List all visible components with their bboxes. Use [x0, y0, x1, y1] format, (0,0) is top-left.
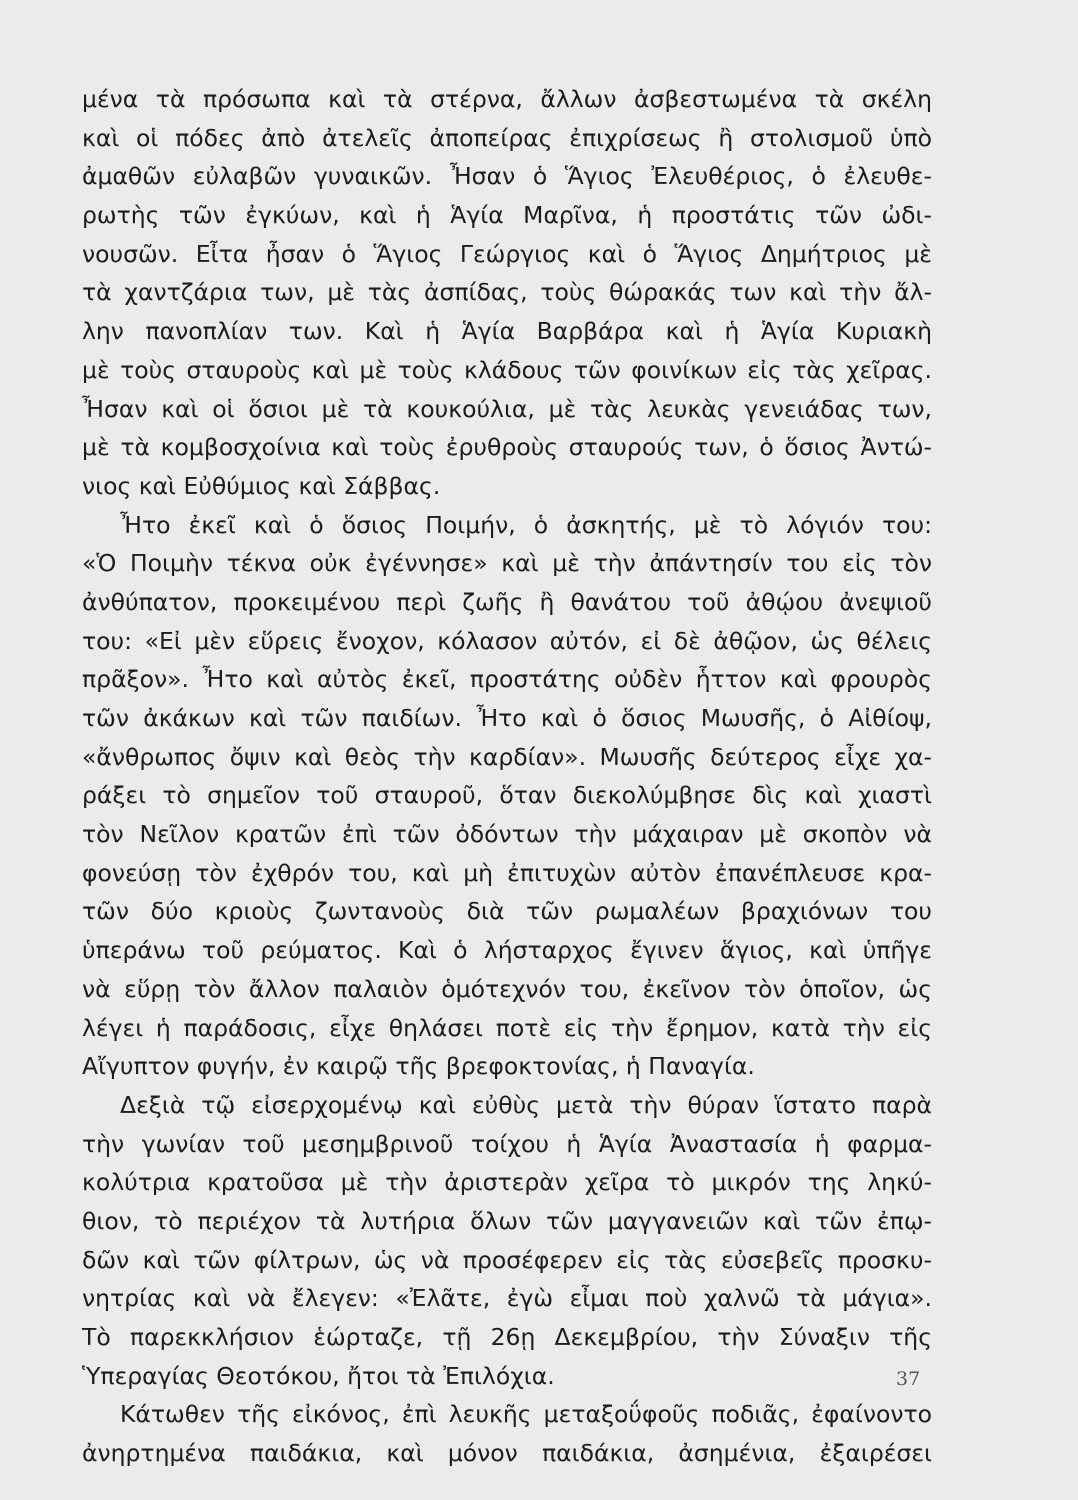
- text-line: ἀνηρτημένα παιδάκια, καὶ μόνον παιδάκια, ἀσημένια, ἐξαιρέσει: [82, 1439, 932, 1468]
- text-line: Κάτωθεν τῆς εἰκόνος, ἐπὶ λευκῆς μεταξοΰφοῦς ποδιᾶς, ἐφαίνοντο: [120, 1400, 932, 1429]
- text-line: λην πανοπλίαν των. Καὶ ἡ Ἁγία Βαρβάρα καὶ ἡ Ἁγία Κυριακὴ: [82, 317, 932, 346]
- text-line: ράξει τὸ σημεῖον τοῦ σταυροῦ, ὅταν διεκολύμβησε δὶς καὶ χιαστὶ: [82, 781, 932, 810]
- text-line: μένα τὰ πρόσωπα καὶ τὰ στέρνα, ἄλλων ἀσβεστωμένα τὰ σκέλη: [82, 85, 932, 113]
- text-line: λέγει ἡ παράδοσις, εἶχε θηλάσει ποτὲ εἰς τὴν ἔρημον, κατὰ τὴν εἰς: [82, 1013, 932, 1042]
- body-text: [82, 80, 932, 1473]
- text-line: νητρίας καὶ νὰ ἔλεγεν: «Ἐλᾶτε, ἐγὼ εἶμαι ποὺ χαλνῶ τὰ μάγια».: [82, 1284, 932, 1313]
- text-line: ὑπεράνω τοῦ ρεύματος. Καὶ ὁ λήσταρχος ἔγινεν ἅγιος, καὶ ὑπῆγε: [82, 936, 932, 965]
- text-line: ρωτὴς τῶν ἐγκύων, καὶ ἡ Ἁγία Μαρῖνα, ἡ προστάτις τῶν ὠδι-: [82, 201, 932, 230]
- text-line: τὴν γωνίαν τοῦ μεσημβρινοῦ τοίχου ἡ Ἁγία Ἀναστασία ἡ φαρμα-: [82, 1129, 932, 1158]
- page-number: 37: [896, 1368, 921, 1390]
- text-line: τὰ χαντζάρια των, μὲ τὰς ἀσπίδας, τοὺς θώρακάς των καὶ τὴν ἄλ-: [82, 278, 932, 307]
- text-line: μὲ τὰ κομβοσχοίνια καὶ τοὺς ἐρυθροὺς σταυρούς των, ὁ ὅσιος Ἀντώ-: [82, 433, 932, 462]
- text-line: τῶν ἀκάκων καὶ τῶν παιδίων. Ἦτο καὶ ὁ ὅσιος Μωυσῆς, ὁ Αἰθίοψ,: [82, 704, 932, 732]
- text-line: Δεξιὰ τῷ εἰσερχομένῳ καὶ εὐθὺς μετὰ τὴν θύραν ἵστατο παρὰ: [120, 1090, 932, 1119]
- text-line: δῶν καὶ τῶν φίλτρων, ὡς νὰ προσέφερεν εἰς τὰς εὐσεβεῖς προσκυ-: [82, 1245, 932, 1274]
- text-line: νουσῶν. Εἶτα ἦσαν ὁ Ἅγιος Γεώργιος καὶ ὁ Ἅγιος Δημήτριος μὲ: [82, 239, 932, 268]
- text-line: τὸν Νεῖλον κρατῶν ἐπὶ τῶν ὀδόντων τὴν μάχαιραν μὲ σκοπὸν νὰ: [82, 820, 932, 849]
- text-line: καὶ οἱ πόδες ἀπὸ ἀτελεῖς ἀποπείρας ἐπιχρίσεως ἢ στολισμοῦ ὑπὸ: [82, 123, 932, 152]
- text-line: κολύτρια κρατοῦσα μὲ τὴν ἀριστερὰν χεῖρα τὸ μικρόν της ληκύ-: [82, 1168, 932, 1197]
- text-line: πρᾶξον». Ἦτο καὶ αὐτὸς ἐκεῖ, προστάτης οὐδὲν ἧττον καὶ φρουρὸς: [82, 665, 932, 694]
- text-line: Αἴγυπτον φυγήν, ἐν καιρῷ τῆς βρεφοκτονίας, ἡ Παναγία.: [82, 1052, 755, 1081]
- text-line: Ὑπεραγίας Θεοτόκου, ἤτοι τὰ Ἐπιλόχια.: [82, 1361, 555, 1390]
- text-line: του: «Εἰ μὲν εὕρεις ἔνοχον, κόλασον αὐτόν, εἰ δὲ ἀθῷον, ὡς θέλεις: [82, 626, 932, 655]
- text-line: Ἦτο ἐκεῖ καὶ ὁ ὅσιος Ποιμήν, ὁ ἀσκητής, μὲ τὸ λόγιόν του:: [120, 510, 932, 539]
- text-line: θιον, τὸ περιέχον τὰ λυτήρια ὅλων τῶν μαγγανειῶν καὶ τῶν ἐπῳ-: [82, 1206, 932, 1235]
- text-line: μὲ τοὺς σταυροὺς καὶ μὲ τοὺς κλάδους τῶν φοινίκων εἰς τὰς χεῖρας.: [82, 355, 932, 384]
- text-line: νὰ εὕρῃ τὸν ἄλλον παλαιὸν ὁμότεχνόν του, ἐκεῖνον τὸν ὁποῖον, ὡς: [82, 974, 932, 1003]
- text-line: ἀνθύπατον, προκειμένου περὶ ζωῆς ἢ θανάτου τοῦ ἀθῴου ἀνεψιοῦ: [82, 587, 932, 616]
- text-line: «Ὁ Ποιμὴν τέκνα οὐκ ἐγέννησε» καὶ μὲ τὴν ἀπάντησίν του εἰς τὸν: [82, 549, 932, 578]
- text-line: Τὸ παρεκκλήσιον ἑώρταζε, τῇ 26ῃ Δεκεμβρίου, τὴν Σύναξιν τῆς: [82, 1323, 932, 1351]
- text-line: Ἦσαν καὶ οἱ ὅσιοι μὲ τὰ κουκούλια, μὲ τὰς λευκὰς γενειάδας των,: [82, 394, 932, 423]
- text-line: νιος καὶ Εὐθύμιος καὶ Σάββας.: [82, 471, 441, 500]
- text-line: «ἄνθρωπος ὄψιν καὶ θεὸς τὴν καρδίαν». Μωυσῆς δεύτερος εἶχε χα-: [82, 742, 932, 771]
- text-line: τῶν δύο κριοὺς ζωντανοὺς διὰ τῶν ρωμαλέων βραχιόνων του: [82, 897, 932, 926]
- text-line: ἀμαθῶν εὐλαβῶν γυναικῶν. Ἦσαν ὁ Ἅγιος Ἐλευθέριος, ὁ ἐλευθε-: [82, 162, 932, 191]
- text-line: φονεύσῃ τὸν ἐχθρόν του, καὶ μὴ ἐπιτυχὼν αὐτὸν ἐπανέπλευσε κρα-: [82, 858, 932, 887]
